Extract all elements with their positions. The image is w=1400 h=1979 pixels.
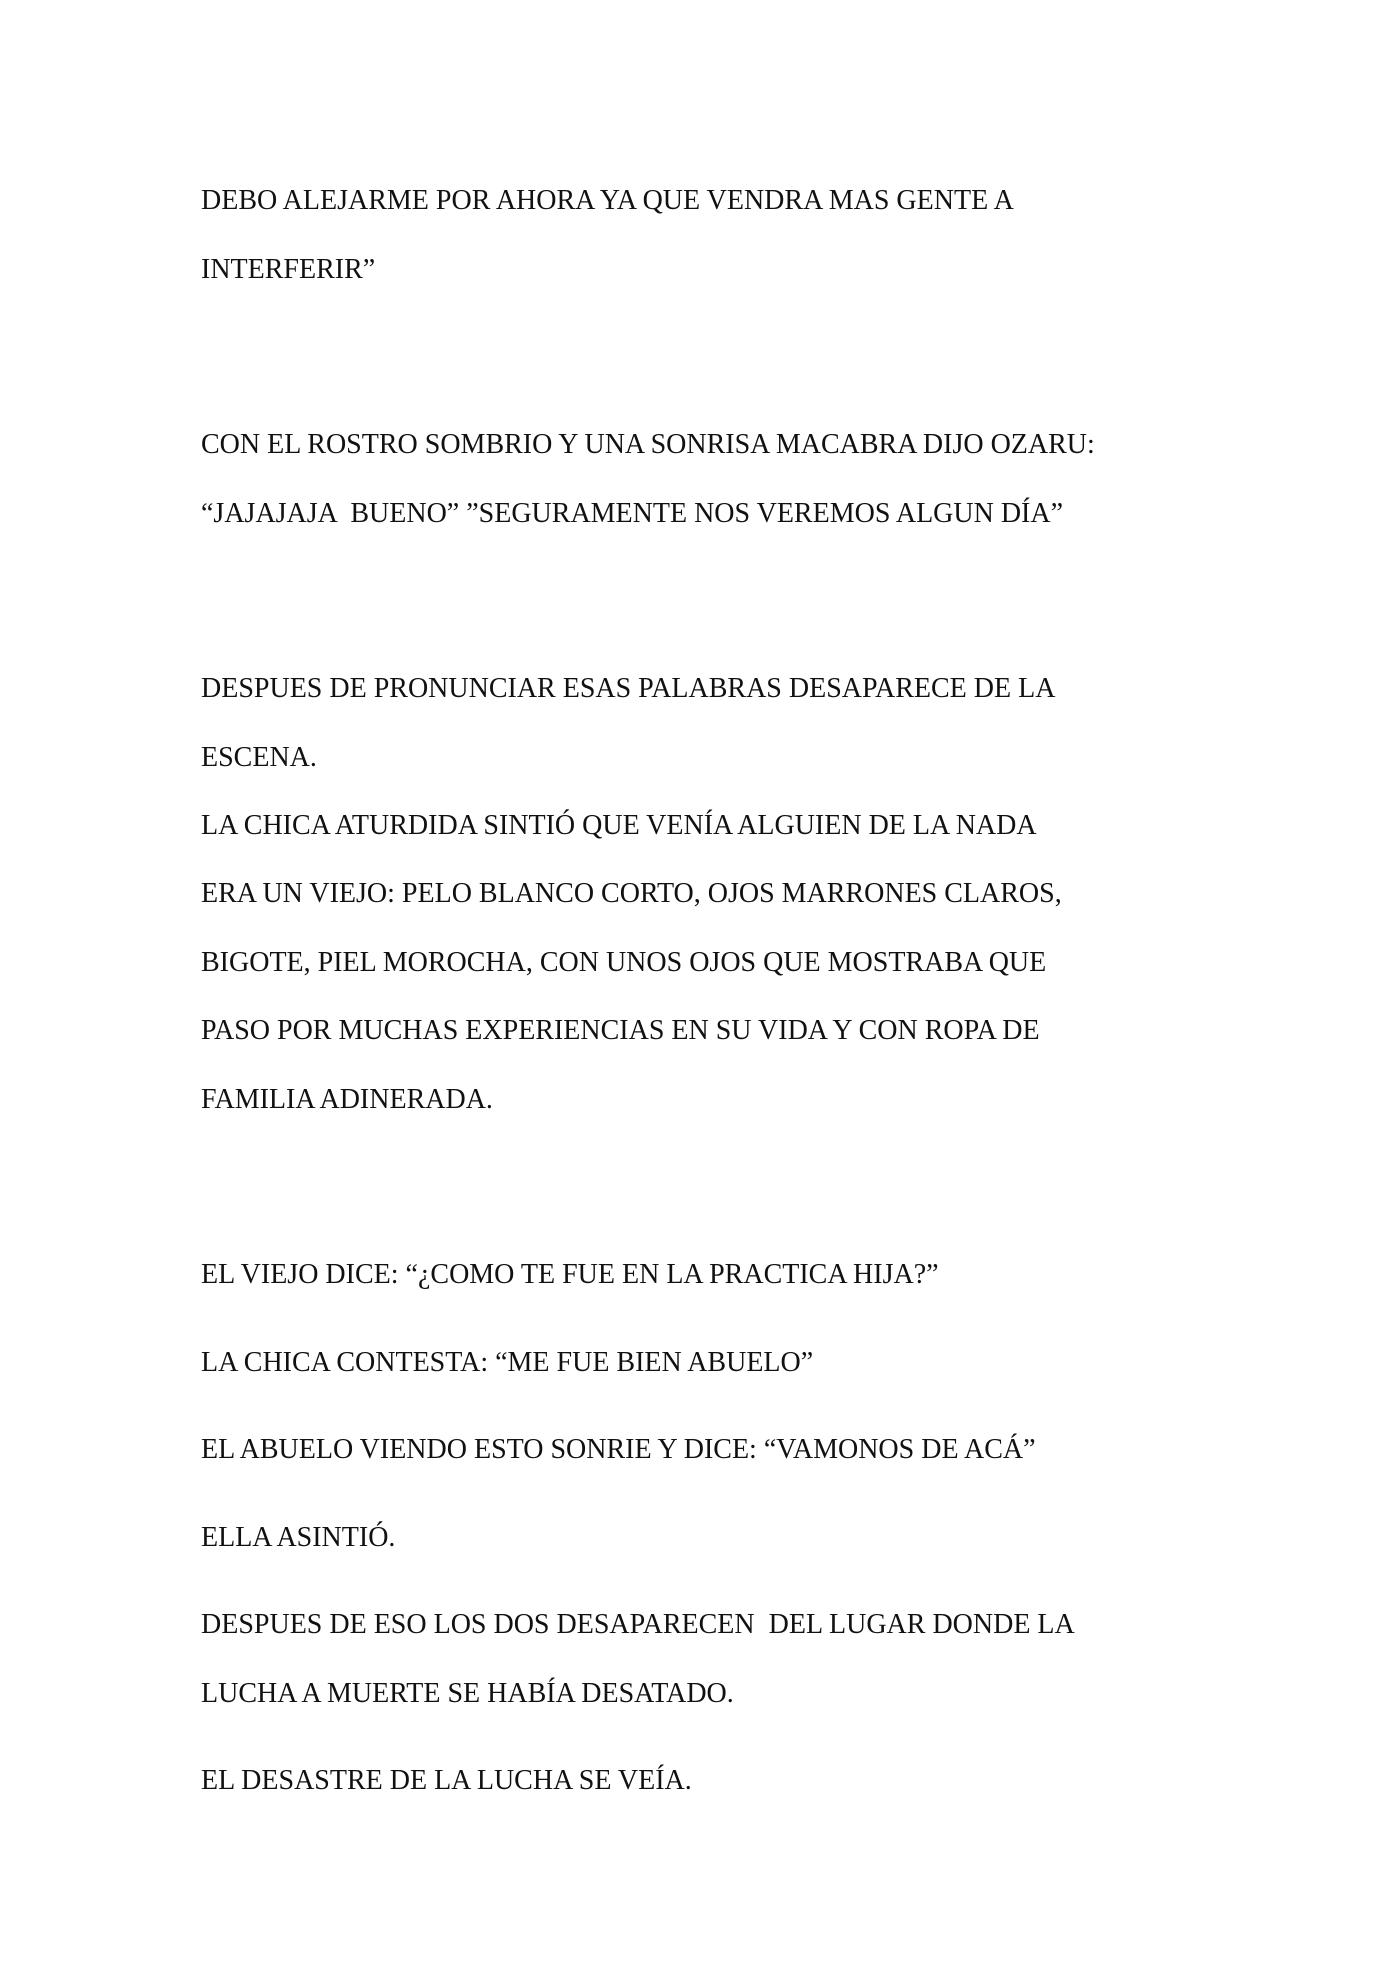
text-line: LA CHICA CONTESTA: “ME FUE BIEN ABUELO” [201, 1347, 814, 1378]
text-line: LUCHA A MUERTE SE HABÍA DESATADO. [201, 1678, 734, 1709]
text-line: EL VIEJO DICE: “¿COMO TE FUE EN LA PRACTICA HIJA?” [201, 1259, 939, 1290]
text-line: DEBO ALEJARME POR AHORA YA QUE VENDRA MAS GENTE A [201, 185, 1014, 216]
text-line: LA CHICA ATURDIDA SINTIÓ QUE VENÍA ALGUIEN DE LA NADA [201, 810, 1037, 841]
text-line: INTERFERIR” [201, 254, 376, 285]
text-line: PASO POR MUCHAS EXPERIENCIAS EN SU VIDA Y CON ROPA DE [201, 1015, 1040, 1046]
text-line: BIGOTE, PIEL MOROCHA, CON UNOS OJOS QUE MOSTRABA QUE [201, 947, 1047, 978]
text-line: ESCENA. [201, 742, 317, 773]
text-line: DESPUES DE PRONUNCIAR ESAS PALABRAS DESAPARECE DE LA [201, 673, 1056, 704]
text-line: ERA UN VIEJO: PELO BLANCO CORTO, OJOS MARRONES CLAROS, [201, 878, 1062, 909]
text-line: FAMILIA ADINERADA. [201, 1084, 493, 1115]
text-line: EL ABUELO VIENDO ESTO SONRIE Y DICE: “VAMONOS DE ACÁ” [201, 1434, 1036, 1465]
text-line: CON EL ROSTRO SOMBRIO Y UNA SONRISA MACABRA DIJO OZARU: [201, 429, 1095, 460]
text-line: EL DESASTRE DE LA LUCHA SE VEÍA. [201, 1765, 692, 1796]
text-line: ELLA ASINTIÓ. [201, 1522, 396, 1553]
text-line: DESPUES DE ESO LOS DOS DESAPARECEN DEL LUGAR DONDE LA [201, 1609, 1075, 1640]
text-line: “JAJAJAJA BUENO” ”SEGURAMENTE NOS VEREMOS ALGUN DÍA” [201, 498, 1064, 529]
